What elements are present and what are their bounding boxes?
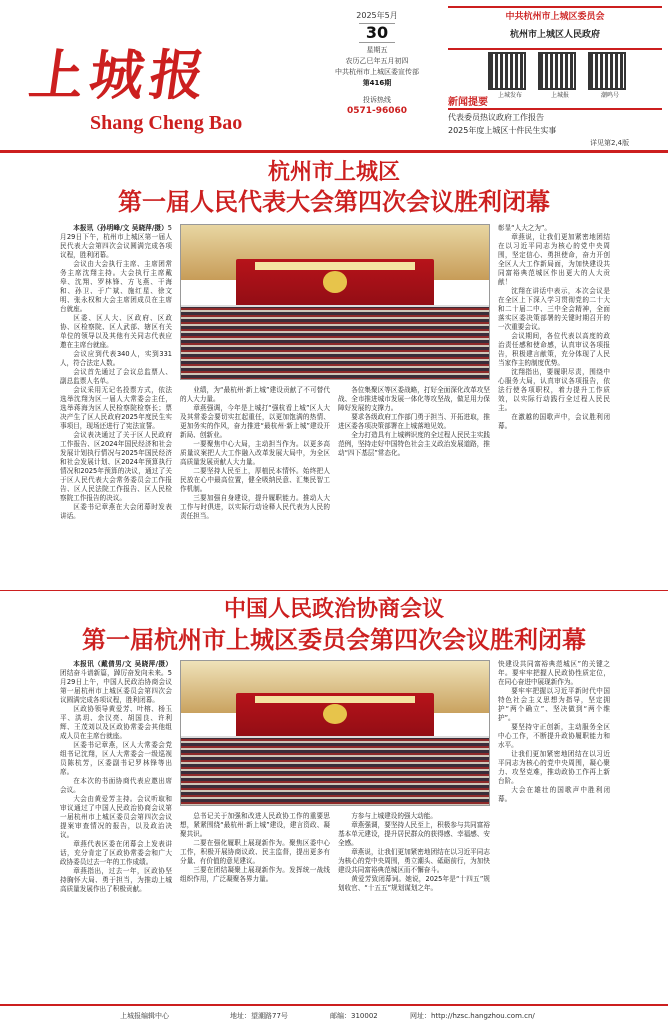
publisher-box xyxy=(448,6,662,50)
paragraph: 会议应到代表340人，实到331人，符合法定人数。 xyxy=(60,350,172,367)
emblem-icon xyxy=(323,271,348,293)
qr-item-1[interactable] xyxy=(488,52,532,99)
article2-column-1 xyxy=(60,660,172,1000)
hotline-label: 投诉热线 xyxy=(363,96,391,104)
paragraph: 章燕说，让我们更加紧密地团结在以习近平同志为核心的党中央周围，勇立潮头、砥砺前行，为加快建设共同富裕典范城区而不懈奋斗。 xyxy=(338,848,490,874)
paragraph: 大会在雄壮的国歌声中胜利闭幕。 xyxy=(498,786,610,803)
paragraph: 一要聚焦中心大局，主动担当作为。以更多高质量议案把人大工作融入改革发展大局中，为全区高质量发展贡献人大力量。 xyxy=(180,440,330,466)
paragraph: 在激越的国歌声中，会议胜利闭幕。 xyxy=(498,413,610,430)
paragraph: 二要坚持人民至上，厚植民本情怀。始终把人民放在心中最高位置，健全吸纳民意、汇集民智工作机制。 xyxy=(180,467,330,493)
paragraph: 总书记关于加强和改进人民政协工作的重要思想，紧紧围绕“最杭州·新上城”建设，建言资政、凝聚共识。 xyxy=(180,812,330,838)
footer-address: 地址：望潮路77号 xyxy=(230,1012,288,1020)
paragraph: 彰显“人大之为”。 xyxy=(498,224,551,232)
paragraph: 三要加强自身建设，提升履职能力。推动人大工作与时俱进，以实际行动诠释人民代表为人民的责任担当。 xyxy=(180,494,330,520)
paragraph: 5月29日下午，杭州市上城区第一届人民代表大会第四次会议圆满完成各项议程，胜利闭幕。 xyxy=(60,224,172,259)
paragraph: 会议期间，各位代表以高度的政治责任感和使命感，认真审议各项报告，积极建言献策，充分体现了人民当家作主的制度优势。 xyxy=(498,332,610,367)
newspaper-logo: 上城报 xyxy=(25,43,215,107)
article2-byline: 本报讯（戴倩男/文 吴晓萍/摄） xyxy=(73,660,172,668)
qr-code-icon xyxy=(488,52,526,90)
paragraph: 沈翔在讲话中表示，本次会议是在全区上下深入学习贯彻党的二十大和二十届二中、三中全会精神，全面落实区委决策部署的关键时期召开的一次重要会议。 xyxy=(498,287,610,331)
qr-label: 潮鸣号 xyxy=(600,92,619,99)
article1-byline: 本报讯（孙明峰/文 吴晓萍/摄） xyxy=(73,224,168,232)
article2-headline-line2: 第一届杭州市上城区委员会第四次会议胜利闭幕 xyxy=(82,626,586,654)
article1-column-4 xyxy=(498,224,610,584)
paragraph: 区委、区人大、区政府、区政协、区检察院、区人武部、辖区有关单位的领导以及其他有关同志代表应邀在主席台就座。 xyxy=(60,314,172,349)
news-digest-item[interactable]: 2025年度上城区十件民生实事 xyxy=(448,126,557,135)
paragraph: 区委书记章燕，区人大常委会党组书记沈翔，区人大常委会一级巡视员陈杭芳，区委副书记罗林锋等出席。 xyxy=(60,741,172,776)
qr-code-icon xyxy=(538,52,576,90)
paragraph: 团结奋斗谱新篇，踔厉奋发向未来。5月29日上午，中国人民政治协商会议第一届杭州市上城区委员会第四次会议圆满完成各项议程，胜利闭幕。 xyxy=(60,669,172,704)
weekday: 星期五 xyxy=(366,46,388,54)
masthead xyxy=(0,0,668,150)
paragraph: 在本次的书面协商代表应邀出席会议。 xyxy=(60,777,172,794)
article1-column-3 xyxy=(338,386,490,584)
paragraph: 三要在团结凝聚上展现新作为。发挥统一战线组织作用，广泛凝聚各界力量。 xyxy=(180,866,330,883)
paragraph: 业绩，为“最杭州·新上城”建设贡献了不可替代的人大力量。 xyxy=(180,386,330,403)
qr-label: 上城报 xyxy=(550,92,569,99)
article2-column-2 xyxy=(180,812,330,1000)
issue-number: 第416期 xyxy=(362,79,392,87)
paragraph: 区委书记章燕在大会闭幕时发表讲话。 xyxy=(60,503,172,520)
paragraph: 各位集聚区等区委战略，打好全面深化改革攻坚战、全市推进城市发展一体化等攻坚战，做足用力保障好发展的支撑力。 xyxy=(338,386,490,412)
paragraph: 要求各级政府工作部门勇于担当、开拓进取，推进区委各项决策部署在上城落地见效。 xyxy=(338,413,490,430)
article2-headline-line1: 中国人民政治协商会议 xyxy=(223,597,444,622)
paragraph: 章燕强调，今年是上城打“强杭看上城”区人大及其常委会要切实扛起重任，以更加饱满的热情、更加务实的作风，奋力推进“最杭州·新上城”建设开新局、创新业。 xyxy=(180,404,330,439)
section-divider xyxy=(0,590,668,591)
news-digest-item[interactable]: 代表委员热议政府工作报告 xyxy=(448,113,544,122)
paragraph: 要牢牢把握以习近平新时代中国特色社会主义思想为指导，坚定拥护“两个确立”、坚决做到“两个维护”。 xyxy=(498,687,610,722)
article1-photo xyxy=(180,224,490,380)
news-digest-title: 新闻提要 xyxy=(448,96,662,110)
paragraph: 二要在强化履职上展现新作为。聚焦区委中心工作，积极开展协商议政、民主监督，提出更多有分量、有价值的意见建议。 xyxy=(180,839,330,865)
qr-item-2[interactable] xyxy=(538,52,582,99)
qr-code-icon xyxy=(588,52,626,90)
paragraph: 快建设共同富裕典范城区”的关键之年。要牢牢把握人民政协性质定位，在同心奋进中展现新作为。 xyxy=(498,660,610,686)
paragraph: 方参与上城建设的强大动能。 xyxy=(351,812,437,820)
page-footer xyxy=(0,1004,668,1024)
paragraph: 会议由大会执行主席、主席团常务主席沈翔主持。大会执行主席戴皋、沈翔、罗林锋、方飞燕、干海和、孙卫、于广斌、施红星、徐文明、张永权和大会主席团成员在主席台就座。 xyxy=(60,260,172,313)
article1-column-2 xyxy=(180,386,330,584)
article2-column-3 xyxy=(338,812,490,1000)
article2-photo xyxy=(180,660,490,806)
hotline-number: 0571-96060 xyxy=(346,106,408,116)
date-day: 30 xyxy=(359,23,395,43)
date-year-month: 2025年5月 xyxy=(356,11,398,20)
date-box xyxy=(322,8,432,146)
paragraph: 章燕强调，要坚持人民至上，积极参与共同富裕基本单元建设，提升居民群众的获得感、幸福感、安全感。 xyxy=(338,821,490,847)
article1-headline-line1: 杭州市上城区 xyxy=(267,160,400,185)
masthead-rule xyxy=(0,150,668,153)
paragraph: 章燕指出，过去一年，区政协坚持胸怀大局、勇于担当，为推动上城高质量发展作出了积极贡献。 xyxy=(60,867,172,893)
sponsor: 中共杭州市上城区委宣传部 xyxy=(335,68,419,76)
article1-headline-line2: 第一届人民代表大会第四次会议胜利闭幕 xyxy=(118,188,550,216)
lunar-date: 农历乙巳年五月初四 xyxy=(345,57,409,65)
publisher-line2: 杭州市上城区人民政府 xyxy=(509,30,600,40)
paragraph: 章燕代表区委在闭幕会上发表讲话，充分肯定了区政协常委会和广大政协委员过去一年的工作成绩。 xyxy=(60,840,172,866)
paragraph: 让我们更加紧密地团结在以习近平同志为核心的党中央周围，凝心聚力、攻坚克难，推动政协工作再上新台阶。 xyxy=(498,750,610,785)
qr-label: 上城发布 xyxy=(497,92,522,99)
paragraph: 黄爱芳致闭幕词。她说，2025年是“十四五”规划收官、“十五五”规划谋划之年。 xyxy=(338,875,490,892)
publisher-line1: 中共杭州市上城区委员会 xyxy=(505,12,605,22)
paragraph: 区政协领导黄爱芳、叶榕、杨玉平、洪玥、余汉亮、胡国良、许利辉、王茂刘以及区政协常委会其他组成人员在主席台就座。 xyxy=(60,705,172,740)
qr-item-3[interactable] xyxy=(588,52,632,99)
paragraph: 要坚持守正创新，主动服务全区中心工作，不断提升政协履职能力和水平。 xyxy=(498,723,610,749)
paragraph: 会议采用无记名投票方式，依法选举沈翔为区一届人大常委会主任，选举蒋海为区人民检察院检察长；票决产生了区人民政府2025年度民生实事项目，现场还进行了宪法宣誓。 xyxy=(60,386,172,430)
article1-column-1 xyxy=(60,224,172,584)
footer-website[interactable]: 网址：http://hzsc.hangzhou.com.cn/ xyxy=(410,1012,535,1020)
paragraph: 沈翔指出，要履职尽责，围绕中心服务大局，认真审议各项报告，依法行使各项职权，着力提升工作质效，以实际行动践行全过程人民民主。 xyxy=(498,368,610,412)
paragraph: 会议首先通过了会议总监票人、副总监票人名单。 xyxy=(60,368,172,385)
paragraph: 会议表决通过了关于区人民政府工作报告、区2024年国民经济和社会发展计划执行情况与2025年国民经济和社会发展计划、区2024年预算执行情况和2025年预算的决议，通过了关于区人民代表大会常务委员会工作报告、区人民法院工作报告、区人民检察院工作报告的决议。 xyxy=(60,431,172,502)
footer-editor: 上城报编辑中心 xyxy=(120,1012,169,1020)
news-page-ref: 详见第2,4版 xyxy=(590,139,630,147)
paragraph: 章燕说，让我们更加紧密地团结在以习近平同志为核心的党中央周围，坚定信心、勇担使命，奋力开创全区人大工作新局面，为加快建设共同富裕典范城区作出更大的人大贡献！ xyxy=(498,233,610,286)
article2-column-4 xyxy=(498,660,610,1000)
logo-pinyin: Shang Cheng Bao xyxy=(90,112,243,134)
paragraph: 大会由黄爱芳主持。会议听取和审议通过了中国人民政治协商会议第一届杭州市上城区委员会第四次会议提案审查情况的报告，以及政治决议。 xyxy=(60,795,172,839)
paragraph: 全力打造具有上城辨识度的全过程人民民主实践范例，坚持走好中国特色社会主义政治发展道路，推动“四下基层”常态化。 xyxy=(338,431,490,457)
footer-postcode: 邮编：310002 xyxy=(330,1012,378,1020)
